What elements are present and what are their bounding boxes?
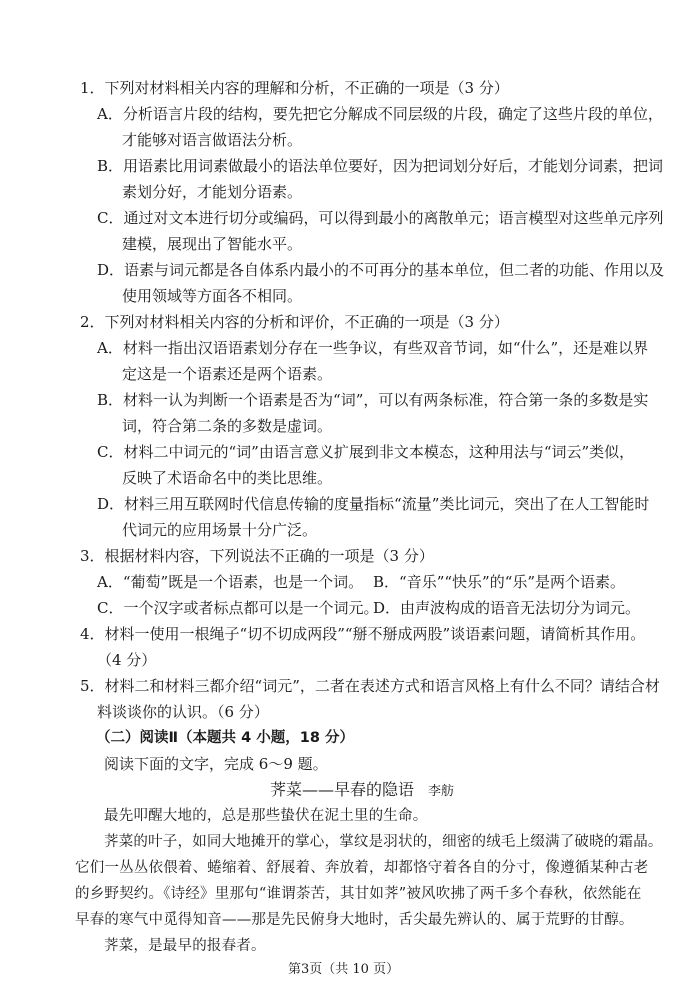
essay-paragraph-2-line-4: 早春的寒气中觅得知音——那是先民俯身大地时，舌尖最先辨认的、属于荒野的甘醇。 <box>75 912 634 928</box>
q3-option-b: B．“音乐”“快乐”的“乐”是两个语素。 <box>373 573 626 591</box>
page-footer: 第3页（共 10 页） <box>288 962 400 977</box>
q3-option-d: D．由声波构成的语音无法切分为词元。 <box>373 599 641 617</box>
q1-option-a-cont: 才能够对语言做语法分析。 <box>122 131 303 149</box>
q1-option-c: C．通过对文本进行切分或编码，可以得到最小的离散单元；语言模型对这些单元序列 <box>97 209 664 227</box>
q5-stem-cont: 料谈谈你的认识。（6 分） <box>97 703 269 721</box>
q1-option-b-cont: 素划分好，才能划分语素。 <box>122 183 303 201</box>
essay-title: 荠菜——早春的隐语 <box>270 780 415 799</box>
q2-option-c-cont: 反映了术语命名中的类比思维。 <box>122 469 333 487</box>
q4-points: （4 分） <box>97 651 157 669</box>
q1-option-a: A．分析语言片段的结构，要先把它分解成不同层级的片段，确定了这些片段的单位， <box>97 105 663 123</box>
essay-paragraph-2-line-1: 荠菜的叶子，如同大地摊开的掌心，掌纹是羽状的，细密的绒毛上缀满了破晓的霜晶。 <box>104 834 663 850</box>
q2-option-a: A．材料一指出汉语语素划分存在一些争议，有些双音节词，如“什么”，还是难以界 <box>97 339 649 357</box>
q2-option-b-cont: 词，符合第二条的多数是虚词。 <box>122 417 333 435</box>
essay-paragraph-2-line-3: 的乡野契约。《诗经》里那句“谁谓荼苦，其甘如荠”被风吹拂了两千多个春秋，依然能在 <box>75 886 642 902</box>
q1-option-d-cont: 使用领域等方面各不相同。 <box>122 287 303 305</box>
q2-option-c: C．材料二中词元的“词”由语言意义扩展到非文本模态，这种用法与“词云”类似， <box>97 443 635 461</box>
q3-stem: 3．根据材料内容，下列说法不正确的一项是（3 分） <box>80 547 434 565</box>
essay-paragraph-2-line-2: 它们一丛丛依偎着、蜷缩着、舒展着、奔放着，却都恪守着各自的分寸，像遵循某种古老 <box>75 860 649 876</box>
q1-option-c-cont: 建模，展现出了智能水平。 <box>122 235 303 253</box>
section-heading: （二）阅读Ⅱ（本题共 4 小题，18 分） <box>96 730 354 746</box>
essay-paragraph-1: 最先叩醒大地的，总是那些蛰伏在泥土里的生命。 <box>104 808 428 824</box>
essay-author: 李舫 <box>428 784 455 799</box>
essay-title-block <box>270 780 454 802</box>
q2-stem: 2．下列对材料相关内容的分析和评价，不正确的一项是（3 分） <box>80 313 509 331</box>
q2-option-b: B．材料一认为判断一个语素是否为“词”，可以有两条标准，符合第一条的多数是实 <box>97 391 649 409</box>
q2-option-d: D．材料三用互联网时代信息传输的度量指标“流量”类比词元，突出了在人工智能时 <box>97 495 650 513</box>
q2-option-d-cont: 代词元的应用场景十分广泛。 <box>122 521 318 539</box>
q3-option-a: A．“葡萄”既是一个语素，也是一个词。 <box>97 573 364 591</box>
section-instruction: 阅读下面的文字，完成 6～9 题。 <box>104 755 328 773</box>
q2-option-a-cont: 定这是一个语素还是两个语素。 <box>122 365 333 383</box>
q4-stem: 4．材料一使用一根绳子“切不切成两段”“掰不掰成两股”谈语素问题，请简析其作用。 <box>80 625 646 643</box>
essay-paragraph-3: 荠菜，是最早的报春者。 <box>104 938 266 954</box>
q1-option-d: D．语素与词元都是各自体系内最小的不可再分的基本单位，但二者的功能、作用以及 <box>97 261 665 279</box>
q1-stem: 1．下列对材料相关内容的理解和分析，不正确的一项是（3 分） <box>80 79 509 97</box>
q1-option-b: B．用语素比用词素做最小的语法单位要好，因为把词划分好后，才能划分词素，把词 <box>97 157 664 175</box>
q3-option-c: C．一个汉字或者标点都可以是一个词元。 <box>97 599 379 617</box>
q5-stem: 5．材料二和材料三都介绍“词元”，二者在表述方式和语言风格上有什么不同？请结合材 <box>80 677 660 695</box>
